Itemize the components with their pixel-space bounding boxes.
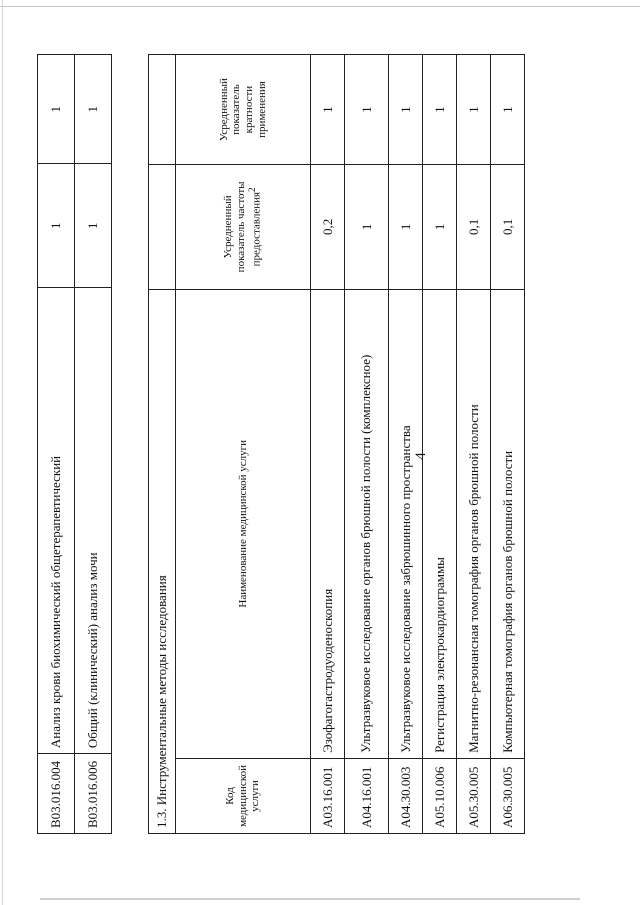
section-empty-cell: [149, 165, 176, 290]
section-title-row: [149, 55, 176, 834]
service-name: Ультразвуковое исследование забрюшинного пространства: [389, 289, 423, 758]
service-name: Общий (клинический) анализ мочи: [75, 288, 112, 754]
frequency-value: 1: [345, 165, 389, 290]
service-code: A04.30.003: [389, 758, 423, 833]
service-code: A06.30.005: [491, 758, 525, 833]
table-row: [491, 55, 525, 834]
service-code: B03.016.004: [38, 754, 75, 834]
prior-table: [37, 54, 112, 834]
service-name: Ультразвуковое исследование органов брюшной полости (комплексное): [345, 289, 389, 758]
multiplicity-value: 1: [311, 55, 345, 165]
frequency-value: 0,1: [457, 165, 491, 290]
table-row: [389, 55, 423, 834]
table-row: [345, 55, 389, 834]
frequency-value: 1: [423, 165, 457, 290]
multiplicity-value: 1: [389, 55, 423, 165]
service-code: A05.10.006: [423, 758, 457, 833]
table-row: [75, 55, 112, 834]
service-name: Компьютерная томография органов брюшной полости: [491, 289, 525, 758]
table-row: [311, 55, 345, 834]
service-name: Анализ крови биохимический общетерапевтический: [38, 288, 75, 754]
service-code: A04.16.001: [345, 758, 389, 833]
service-code: A05.30.005: [457, 758, 491, 833]
table-row: [38, 55, 75, 834]
frequency-value: 1: [38, 164, 75, 288]
service-code: A03.16.001: [311, 758, 345, 833]
frequency-value: 1: [75, 164, 112, 288]
frequency-value: 0,2: [311, 165, 345, 290]
multiplicity-value: 1: [491, 55, 525, 165]
service-name: Регистрация электрокардиограммы: [423, 289, 457, 758]
header-code: Код медицинской услуги: [176, 758, 311, 833]
service-name: Магнитно-резонансная томография органов брюшной полости: [457, 289, 491, 758]
instrumental-methods-table: [148, 54, 525, 834]
multiplicity-value: 1: [423, 55, 457, 165]
page-number: 4: [413, 452, 429, 460]
header-row: [176, 55, 311, 834]
section-empty-cell: [149, 55, 176, 165]
service-name: Эзофагогастродуоденоскопия: [311, 289, 345, 758]
table-row: [423, 55, 457, 834]
page-edge-top: [0, 6, 640, 7]
header-multiplicity: Усредненный показатель кратности применения: [176, 55, 311, 165]
multiplicity-value: 1: [75, 55, 112, 164]
rotated-page: [0, 42, 515, 862]
header-name: Наименование медицинской услуги: [176, 289, 311, 758]
multiplicity-value: 1: [38, 55, 75, 164]
footnote-mark: 2: [247, 187, 258, 192]
frequency-value: 1: [389, 165, 423, 290]
table-row: [457, 55, 491, 834]
frequency-value: 0,1: [491, 165, 525, 290]
section-title: 1.3. Инструментальные методы исследования: [149, 289, 176, 833]
service-code: B03.016.006: [75, 754, 112, 834]
multiplicity-value: 1: [457, 55, 491, 165]
header-frequency-text: Усредненный показатель частоты предоставления: [222, 181, 264, 273]
header-frequency: [176, 165, 311, 290]
multiplicity-value: 1: [345, 55, 389, 165]
page-edge-bottom: [40, 898, 580, 900]
